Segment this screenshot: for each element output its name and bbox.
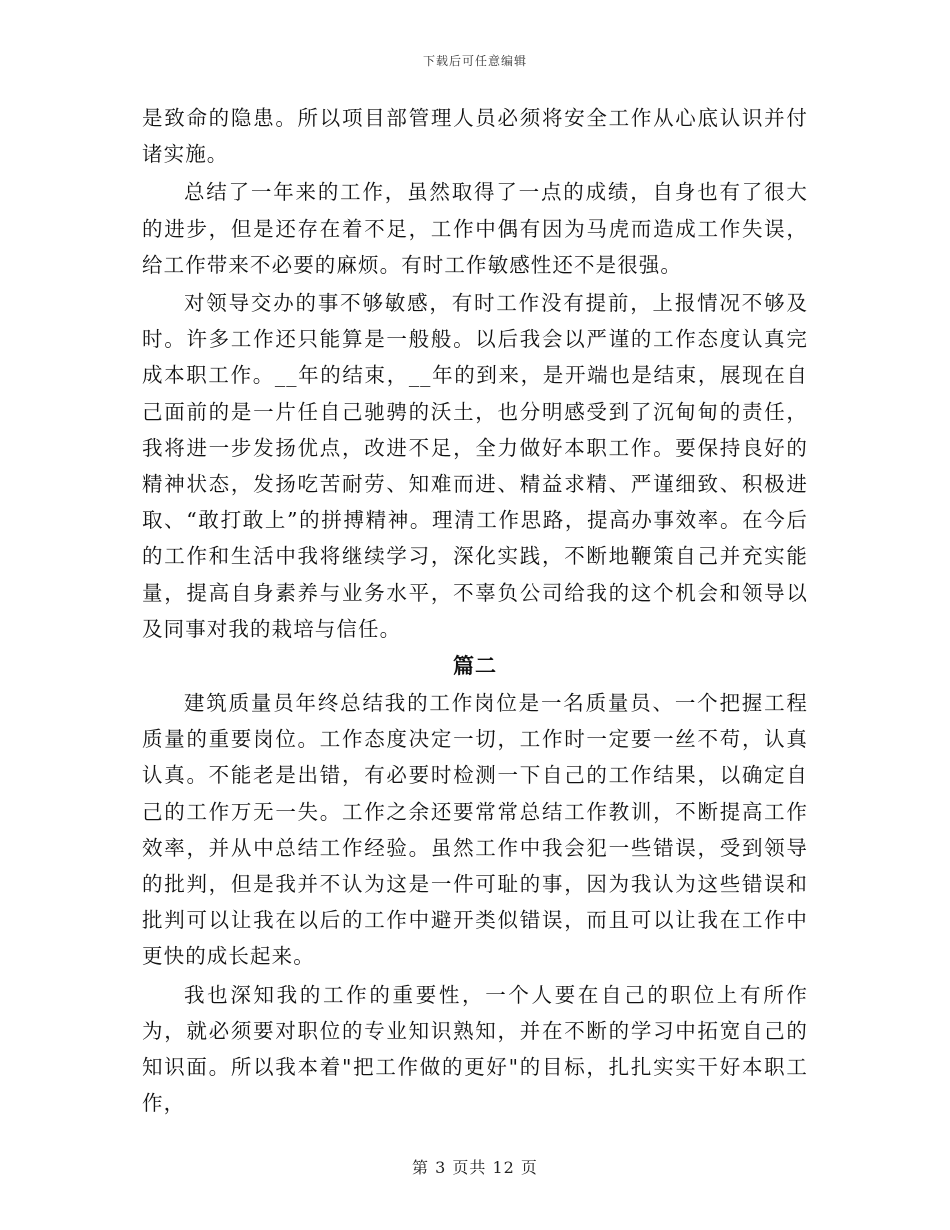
document-body [142, 100, 808, 1121]
paragraph-quality-role: 建筑质量员年终总结我的工作岗位是一名质量员、一个把握工程质量的重要岗位。工作态度决定一切，工作时一定要一丝不苟，认真认真。不能老是出错，有必要时检测一下自己的工作结果，以确定自己的工作万无一失。工作之余还要常常总结工作教训，不断提高工作效率，并从中总结工作经验。虽然工作中我会犯一些错误，受到领导的批判，但是我并不认为这是一件可耻的事，因为我认为这些错误和批判可以让我在以后的工作中避开类似错误，而且可以让我在工作中更快的成长起来。 [142, 691, 808, 969]
paragraph-improvement: 对领导交办的事不够敏感，有时工作没有提前，上报情况不够及时。许多工作还只能算是一般般。以后我会以严谨的工作态度认真完成本职工作。__年的结束，__年的到来，是开端也是结束，展现在自己面前的是一片任自己驰骋的沃土，也分明感受到了沉甸甸的责任，我将进一步发扬优点，改进不足，全力做好本职工作。要保持良好的精神状态，发扬吃苦耐劳、知难而进、精益求精、严谨细致、积极进取、“敢打敢上”的拼搏精神。理清工作思路，提高办事效率。在今后的工作和生活中我将继续学习，深化实践，不断地鞭策自己并充实能量，提高自身素养与业务水平，不辜负公司给我的这个机会和领导以及同事对我的栽培与信任。 [142, 291, 808, 641]
paragraph-summary: 总结了一年来的工作，虽然取得了一点的成绩，自身也有了很大的进步，但是还存在着不足，工作中偶有因为马虎而造成工作失误，给工作带来不必要的麻烦。有时工作敏感性还不是很强。 [142, 180, 808, 277]
page-header: 下载后可任意编辑 [422, 54, 527, 68]
page-footer: 第 3 页共 12 页 [412, 1158, 538, 1177]
paragraph-continuation: 是致命的隐患。所以项目部管理人员必须将安全工作从心底认识并付诸实施。 [142, 106, 808, 167]
paragraph-importance: 我也深知我的工作的重要性，一个人要在自己的职位上有所作为，就必须要对职位的专业知识熟知，并在不断的学习中拓宽自己的知识面。所以我本着"把工作做的更好"的目标，扎扎实实干好本职工作， [142, 982, 808, 1116]
section-title: 篇二 [453, 653, 497, 679]
